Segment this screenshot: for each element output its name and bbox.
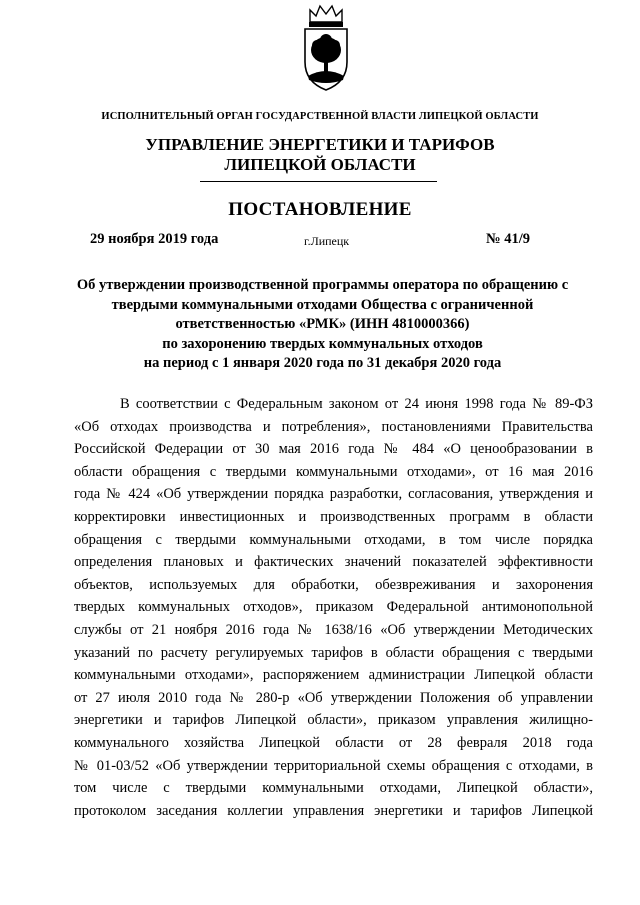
body-line: В соответствии с Федеральным законом от 24 июня 1998 года № 89-ФЗ xyxy=(120,396,593,412)
body-line: области обращения с твердыми коммунальными отходами», от 16 мая 2016 xyxy=(74,463,593,480)
document-number: № 41/9 xyxy=(486,231,530,247)
document-date: 29 ноября 2019 года xyxy=(90,231,219,247)
body-line: «Об отходах производства и потребления», постановлениями Правительства xyxy=(74,418,593,435)
lipetsk-coat-of-arms-icon xyxy=(296,4,356,94)
subject-line: Об утверждении производственной программы оператора по обращению с xyxy=(76,277,569,293)
department-name xyxy=(0,135,640,175)
body-line: года № 424 «Об утверждении порядка разработки, согласования, утверждения и xyxy=(74,486,593,503)
body-line: протоколом заседания коллегии управления энергетики и тарифов Липецкой xyxy=(74,802,593,819)
body-line: коммунального хозяйства Липецкой области от 28 февраля 2018 года xyxy=(74,734,593,751)
body-line: объектов, используемых для обработки, обезвреживания и захоронения xyxy=(74,576,593,593)
body-line: корректировки инвестиционных и производственных программ в области xyxy=(74,508,593,525)
department-name-line2: ЛИПЕЦКОЙ ОБЛАСТИ xyxy=(224,155,416,174)
document-city: г.Липецк xyxy=(304,234,350,248)
issuing-authority: ИСПОЛНИТЕЛЬНЫЙ ОРГАН ГОСУДАРСТВЕННОЙ ВЛАСТИ ЛИПЕЦКОЙ ОБЛАСТИ xyxy=(101,111,539,122)
body-line: № 01-03/52 «Об утверждении территориальной схемы обращения с отходами, в xyxy=(74,757,593,774)
subject-line: по захоронению твердых коммунальных отходов xyxy=(162,335,483,352)
subject-line: ответственностью «РМК» (ИНН 4810000366) xyxy=(175,316,470,332)
body-line: определения плановых и фактических значений показателей эффективности xyxy=(74,554,593,571)
body-line: службы от 21 ноября 2016 года № 1638/16 «Об утверждении Методических xyxy=(74,621,593,638)
body-line: том числе с твердыми коммунальными отходами, Липецкой области», xyxy=(74,780,593,797)
body-line: от 27 июля 2010 года № 280-р «Об утверждении Положения об управлении xyxy=(74,689,593,706)
subject-line: на период с 1 января 2020 года по 31 декабря 2020 года xyxy=(143,355,502,371)
body-paragraph xyxy=(74,393,593,822)
body-line: Российской Федерации от 30 мая 2016 года № 484 «О ценообразовании в xyxy=(74,441,593,458)
document-subject xyxy=(60,276,585,374)
subject-line: твердыми коммунальными отходами Общества с ограниченной xyxy=(111,296,534,313)
header-divider xyxy=(200,181,437,182)
document-type: ПОСТАНОВЛЕНИЕ xyxy=(228,199,412,220)
body-line: твердых коммунальных отходов», приказом Федеральной антимонопольной xyxy=(74,599,593,616)
body-line: обращения с твердыми коммунальными отходами, в том числе порядка xyxy=(74,531,593,548)
body-line: указаний по расчету регулируемых тарифов в области обращения с твердыми xyxy=(74,644,593,661)
body-line: энергетики и тарифов Липецкой области», приказом управления жилищно- xyxy=(74,712,593,729)
department-name-line1: УПРАВЛЕНИЕ ЭНЕРГЕТИКИ И ТАРИФОВ xyxy=(145,135,495,154)
body-line: коммунальными отходами», распоряжением администрации Липецкой области xyxy=(74,667,593,684)
